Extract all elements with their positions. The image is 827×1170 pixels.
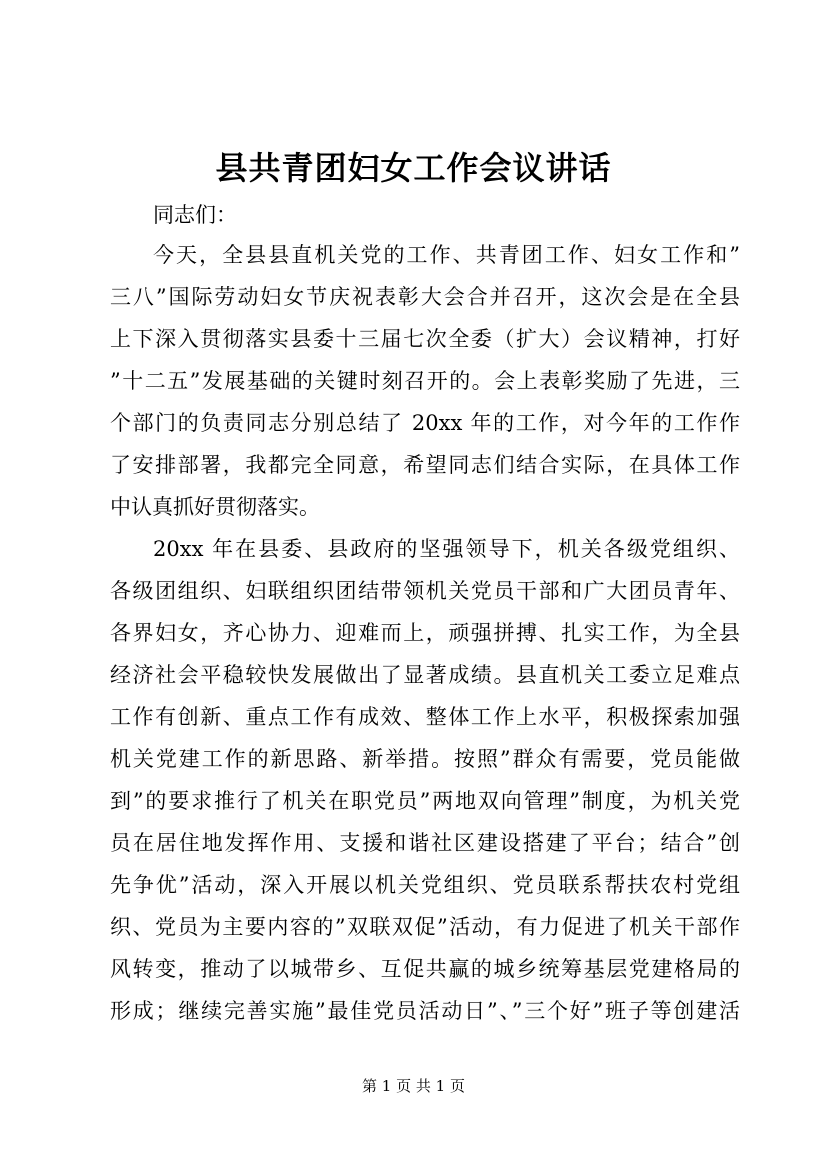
paragraph-line: 经济社会平稳较快发展做出了显著成绩。县直机关工委立足难点 [110, 663, 740, 687]
page-title: 县共青团妇女工作会议讲话 [215, 149, 612, 187]
paragraph-line: ”十二五”发展基础的关键时刻召开的。会上表彰奖励了先进，三 [110, 369, 740, 393]
paragraph-line: 形成；继续完善实施”最佳党员活动日”、”三个好”班子等创建活 [110, 999, 740, 1023]
paragraph-line: 20xx 年在县委、县政府的坚强领导下，机关各级党组织、 [153, 537, 740, 561]
paragraph-line: 机关党建工作的新思路、新举措。按照”群众有需要，党员能做 [110, 747, 740, 771]
paragraph-line: 到”的要求推行了机关在职党员”两地双向管理”制度，为机关党 [110, 789, 740, 813]
paragraph-line: 各级团组织、妇联组织团结带领机关党员干部和广大团员青年、 [110, 579, 740, 603]
paragraph-line: 中认真抓好贯彻落实。 [110, 495, 320, 519]
paragraph-line: 各界妇女，齐心协力、迎难而上，顽强拼搏、扎实工作，为全县 [110, 621, 740, 645]
page-footer: 第 1 页 共 1 页 [362, 1077, 465, 1095]
paragraph-line: 工作有创新、重点工作有成效、整体工作上水平，积极探索加强 [110, 705, 740, 729]
paragraph-line: 个部门的负责同志分别总结了 20xx 年的工作，对今年的工作作 [110, 411, 740, 435]
paragraph-line: 今天，全县县直机关党的工作、共青团工作、妇女工作和” [153, 243, 740, 267]
greeting: 同志们： [153, 203, 237, 227]
paragraph-line: 风转变，推动了以城带乡、互促共赢的城乡统筹基层党建格局的 [110, 957, 740, 981]
paragraph-line: 织、党员为主要内容的”双联双促”活动，有力促进了机关干部作 [110, 915, 740, 939]
paragraph-line: 员在居住地发挥作用、支援和谐社区建设搭建了平台；结合”创 [110, 831, 740, 855]
paragraph-line: 上下深入贯彻落实县委十三届七次全委（扩大）会议精神，打好 [110, 327, 740, 351]
paragraph-line: 了安排部署，我都完全同意，希望同志们结合实际，在具体工作 [110, 453, 740, 477]
paragraph-line: 先争优”活动，深入开展以机关党组织、党员联系帮扶农村党组 [110, 873, 740, 897]
paragraph-line: 三八”国际劳动妇女节庆祝表彰大会合并召开，这次会是在全县 [110, 285, 740, 309]
